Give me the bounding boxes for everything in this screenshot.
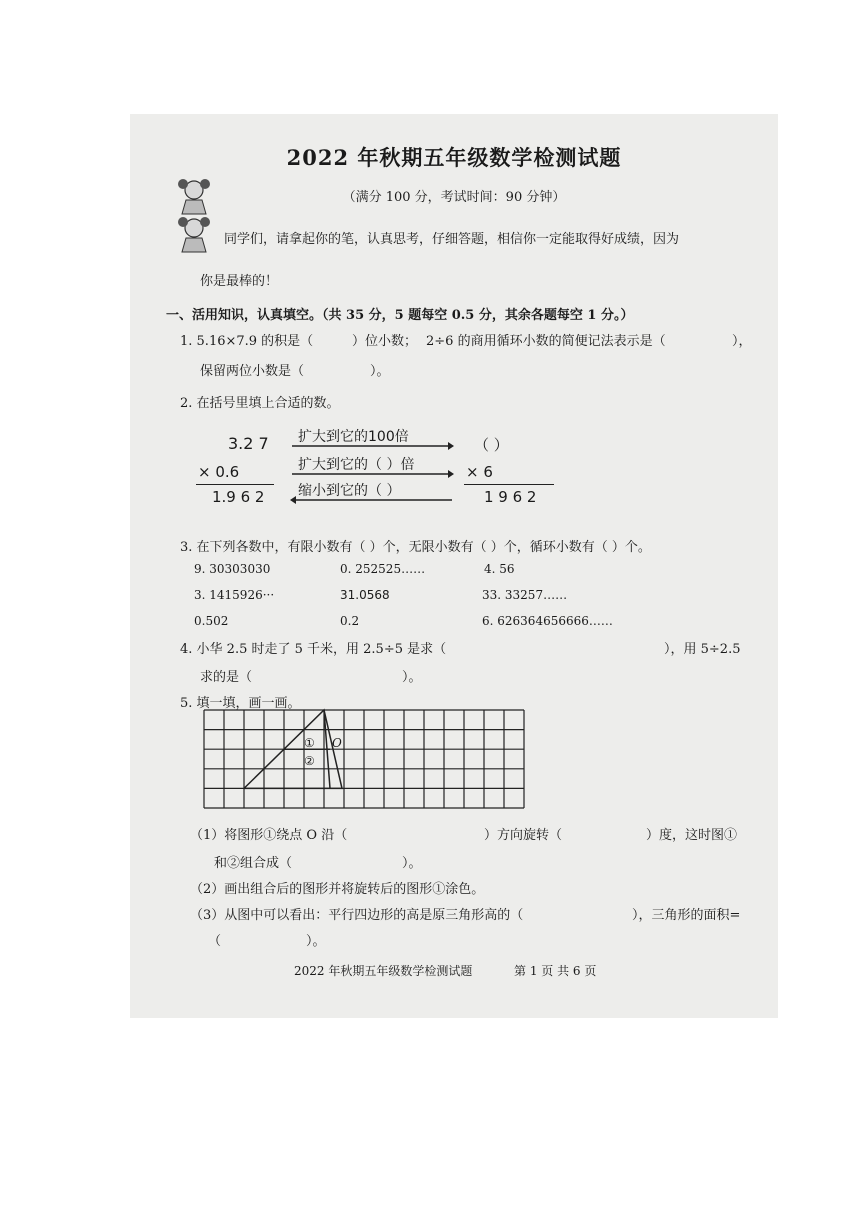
section1-heading: 一、活用知识，认真填空。（共 35 分，5 题每空 0.5 分，其余各题每空 1 分。） xyxy=(166,308,634,323)
right-arrow-icon xyxy=(290,470,454,478)
footer-title: 2022 年秋期五年级数学检测试题 xyxy=(294,964,473,978)
footer-page-number: 第 1 页 共 6 页 xyxy=(514,964,597,978)
q5-sub3-a: （3）从图中可以看出：平行四边形的高是原三角形高的（ xyxy=(190,908,524,923)
q3-prompt: 3. 在下列各数中，有限小数有（ ）个，无限小数有（ ）个，循环小数有（ ）个。 xyxy=(180,540,651,555)
greeting-line2: 你是最棒的！ xyxy=(200,274,279,289)
left-arrow-icon xyxy=(290,496,454,504)
q2-left-top: 3.2 7 xyxy=(228,434,269,453)
q3-number: 33. 33257…… xyxy=(482,588,568,602)
q5-sub2: （2）画出组合后的图形并将旋转后的图形①涂色。 xyxy=(190,882,485,897)
q4-text-d: ）。 xyxy=(402,670,422,685)
q2-arrow2-label: 扩大到它的（ ）倍 xyxy=(298,457,415,473)
q2-prompt: 2. 在括号里填上合适的数。 xyxy=(180,396,340,411)
q5-sub1-a: （1）将图形①绕点 O 沿（ xyxy=(190,828,348,843)
q1-text-e: 保留两位小数是（ xyxy=(200,364,305,379)
cartoon-girl-icon xyxy=(174,176,214,256)
q1-text-d: ）， xyxy=(732,334,752,349)
q5-sub1-c: ）度，这时图① xyxy=(646,828,738,843)
rotation-grid-figure xyxy=(202,708,526,810)
q3-number: 6. 626364656666…… xyxy=(482,614,613,628)
q5-prompt: 5. 填一填，画一画。 xyxy=(180,696,301,711)
shape2-label: ② xyxy=(304,754,315,768)
exam-page xyxy=(130,114,778,1018)
q5-sub3-d: ）。 xyxy=(306,934,326,949)
q2-right-result: 1 9 6 2 xyxy=(484,488,537,506)
q4-text-b: ），用 5÷2.5 xyxy=(664,642,741,657)
point-o-label: O xyxy=(332,736,342,750)
q2-right-mul: × 6 xyxy=(466,463,493,481)
q5-sub1-e: ）。 xyxy=(402,856,422,871)
q2-left-result: 1.9 6 2 xyxy=(212,488,265,506)
q2-left-mul: × 0.6 xyxy=(198,463,240,481)
q3-number: 3. 1415926··· xyxy=(194,588,275,602)
right-arrow-icon xyxy=(290,442,454,450)
q2-left-line xyxy=(196,484,274,485)
shape1-label: ① xyxy=(304,736,315,750)
q3-number: 31.0568 xyxy=(340,588,390,602)
q3-number: 0.2 xyxy=(340,614,360,628)
q2-right-line xyxy=(464,484,554,485)
q2-right-top: （ ） xyxy=(474,436,509,454)
q5-sub1-d: 和②组合成（ xyxy=(214,856,293,871)
q3-number: 4. 56 xyxy=(484,562,515,576)
q4-text-a: 4. 小华 2.5 时走了 5 千米，用 2.5÷5 是求（ xyxy=(180,642,447,657)
q5-sub3-c: （ xyxy=(208,934,222,949)
exam-subtitle: （满分 100 分，考试时间：90 分钟） xyxy=(342,190,566,205)
q5-sub1-b: ）方向旋转（ xyxy=(484,828,563,843)
exam-title: 2022 年秋期五年级数学检测试题 xyxy=(286,145,622,170)
greeting-line1: 同学们，请拿起你的笔，认真思考，仔细答题，相信你一定能取得好成绩，因为 xyxy=(224,232,680,247)
q3-number: 0. 252525…… xyxy=(340,562,426,576)
q2-arrow3-label: 缩小到它的（ ） xyxy=(298,483,401,499)
q1-text-c: 2÷6 的商用循环小数的简便记法表示是（ xyxy=(426,334,666,349)
q1-text-b: ）位小数； xyxy=(352,334,418,349)
q5-sub3-b: ），三角形的面积= xyxy=(632,908,741,923)
q4-text-c: 求的是（ xyxy=(200,670,253,685)
q1-text-f: ）。 xyxy=(370,364,390,379)
q3-number: 9. 30303030 xyxy=(194,562,271,576)
q2-arrow1-label: 扩大到它的100倍 xyxy=(298,429,409,445)
q3-number: 0.502 xyxy=(194,614,229,628)
q1-text-a: 1. 5.16×7.9 的积是（ xyxy=(180,334,314,349)
